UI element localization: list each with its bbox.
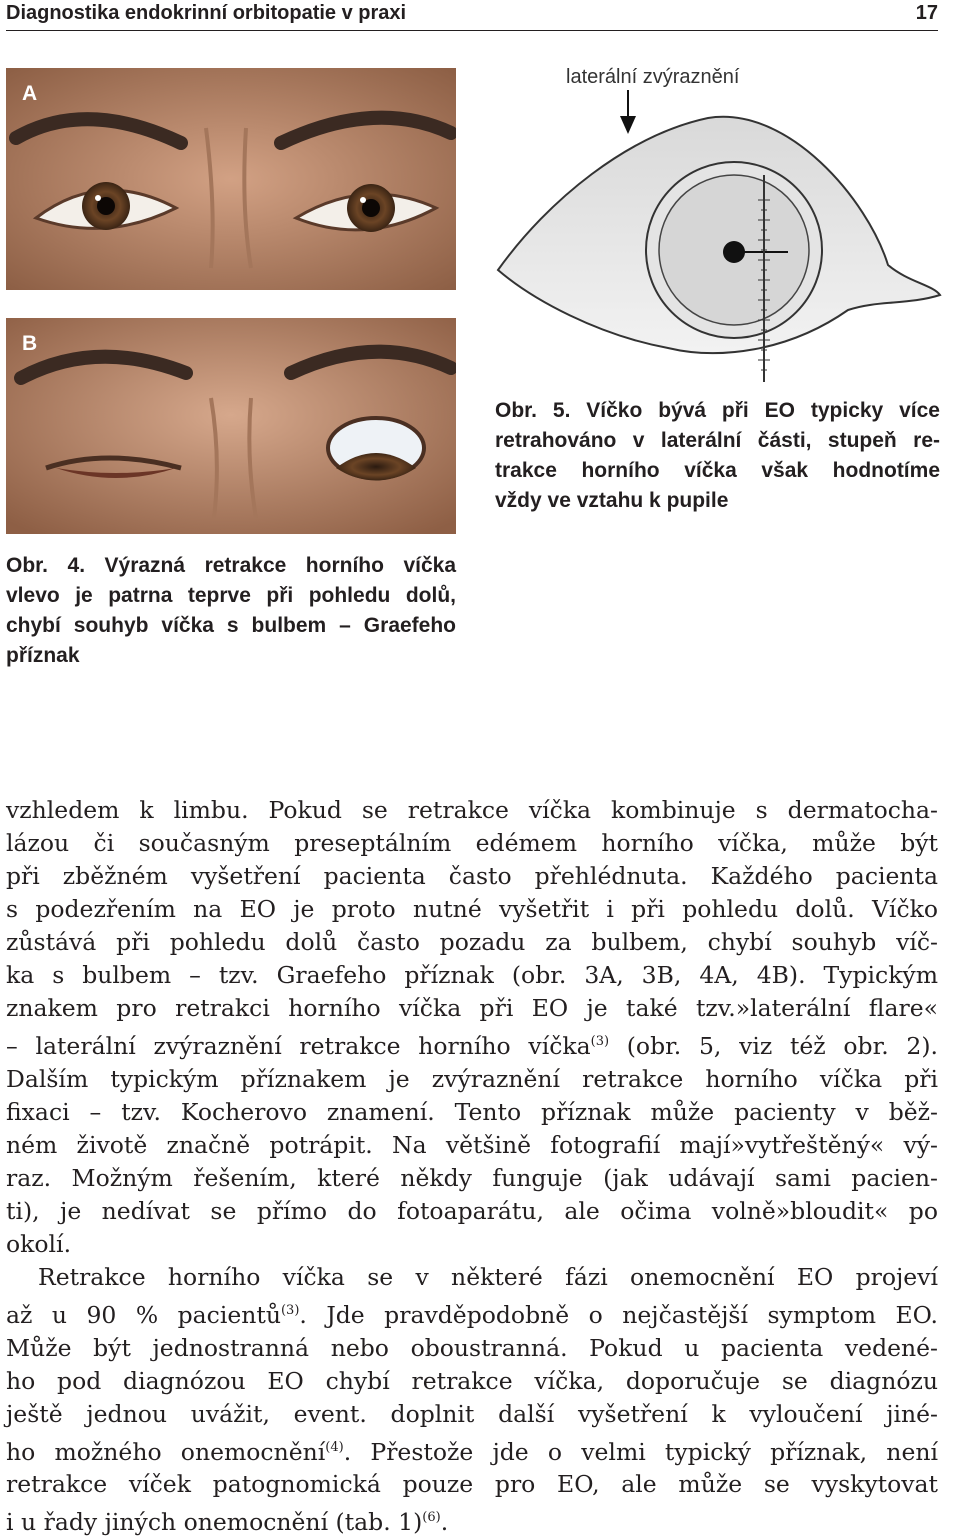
text-run: – laterální zvýraznění retrakce horního víčka [6, 1031, 591, 1060]
paragraph-line: ném životě značně potrápit. Na většině fotografií mají»vytřeštěný« vý- [6, 1130, 938, 1159]
photo-b-label: B [22, 332, 38, 355]
eyelid-retraction-diagram [488, 90, 942, 386]
caption-line: vždy ve vztahu k pupile [495, 489, 729, 512]
text-run: . Přestože jde o velmi typický příznak, není [343, 1437, 939, 1466]
paragraph-line [6, 1431, 938, 1469]
paragraph-line: při zběžném vyšetření pacienta často přehlédnuta. Každého pacienta [6, 862, 938, 890]
paragraph-line: raz. Možným řešením, které někdy funguje (jak udávají sami pacien- [6, 1163, 938, 1192]
caption-line: vlevo je patrna teprve při pohledu dolů, [6, 584, 456, 607]
text-run: . Jde pravděpodobně o nejčastější symptom EO. [299, 1300, 938, 1329]
figure-5-caption [495, 396, 940, 516]
paragraph-line [6, 1025, 938, 1063]
body-text [6, 794, 938, 1539]
running-header [6, 0, 938, 31]
photo-a-label: A [22, 82, 38, 105]
paragraph-line: retrakce víček patognomická pouze pro EO, ale může se vyskytovat [6, 1470, 938, 1499]
citation-ref: (3) [280, 1302, 300, 1318]
text-run: . [440, 1508, 449, 1537]
caption-line: chybí souhyb víčka s bulbem – Graefeho [6, 614, 456, 637]
text-run: ho možného onemocnění [6, 1437, 326, 1466]
paragraph-line: s podezřením na EO je proto nutné vyšetřit i při pohledu dolů. Víčko [6, 895, 938, 923]
paragraph-line: okolí. [6, 1229, 72, 1258]
paragraph-line: ka s bulbem – tzv. Graefeho příznak (obr. 3A, 3B, 4A, 4B). Typickým [6, 961, 938, 989]
paragraph-line: znakem pro retrakci horního víčka při EO je také tzv.»laterální flare« [6, 994, 938, 1022]
paragraph-line: ti), je nedívat se přímo do fotoaparátu, ale očima volně»bloudit« po [6, 1196, 938, 1225]
paragraph-line: Retrakce horního víčka se v některé fázi onemocnění EO projeví [38, 1262, 938, 1291]
text-run: i u řady jiných onemocnění (tab. 1) [6, 1508, 423, 1537]
citation-ref: (6) [422, 1510, 441, 1526]
paragraph-line: lázou či současným preseptálním edémem horního víčka, může být [6, 829, 938, 857]
text-run: (obr. 5, viz též obr. 2). [609, 1031, 939, 1060]
paragraph-line: ho pod diagnózou EO chybí retrakce víčka, doporučuje se diagnózu [6, 1366, 938, 1395]
paragraph-line: fixaci – tzv. Kocherovo znamení. Tento příznak může pacienty v běž- [6, 1097, 938, 1126]
citation-ref: (4) [325, 1439, 344, 1455]
lateral-flare-label: laterální zvýraznění [566, 66, 740, 88]
paragraph-line: Může být jednostranná nebo oboustranná. Pokud u pacienta vedené- [6, 1333, 938, 1362]
photo-a-eyes-primary-gaze [6, 68, 456, 290]
paragraph-line: Dalším typickým příznakem je zvýraznění retrakce horního víčka při [6, 1064, 938, 1093]
photo-a-illustration [6, 68, 456, 290]
paragraph-line: zůstává při pohledu dolů často pozadu za bulbem, chybí souhyb víč- [6, 928, 938, 956]
caption-line: Obr. 5. Víčko bývá při EO typicky více [495, 399, 940, 422]
paragraph-line: vzhledem k limbu. Pokud se retrakce víčka kombinuje s dermatocha- [6, 796, 938, 824]
running-title: Diagnostika endokrinní orbitopatie v praxi [6, 2, 407, 24]
paragraph-line [6, 1294, 938, 1332]
photo-b-eyes-downgaze [6, 318, 456, 534]
page-number: 17 [915, 2, 938, 24]
caption-line: Obr. 4. Výrazná retrakce horního víčka [6, 554, 456, 577]
caption-line: retrahováno v laterální části, stupeň re- [495, 429, 940, 452]
caption-line: příznak [6, 644, 80, 667]
arrow-head [620, 116, 636, 134]
paragraph-line: ještě jednou uvážit, event. doplnit další vyšetření k vyloučení jiné- [6, 1399, 938, 1428]
figure-4-caption [6, 551, 456, 671]
photo-b-illustration [6, 318, 456, 534]
caption-line: trakce horního víčka však hodnotíme [495, 459, 940, 482]
paragraph-line [6, 1501, 938, 1539]
text-run: až u 90 % pacientů [6, 1300, 281, 1329]
citation-ref: (3) [590, 1034, 610, 1049]
